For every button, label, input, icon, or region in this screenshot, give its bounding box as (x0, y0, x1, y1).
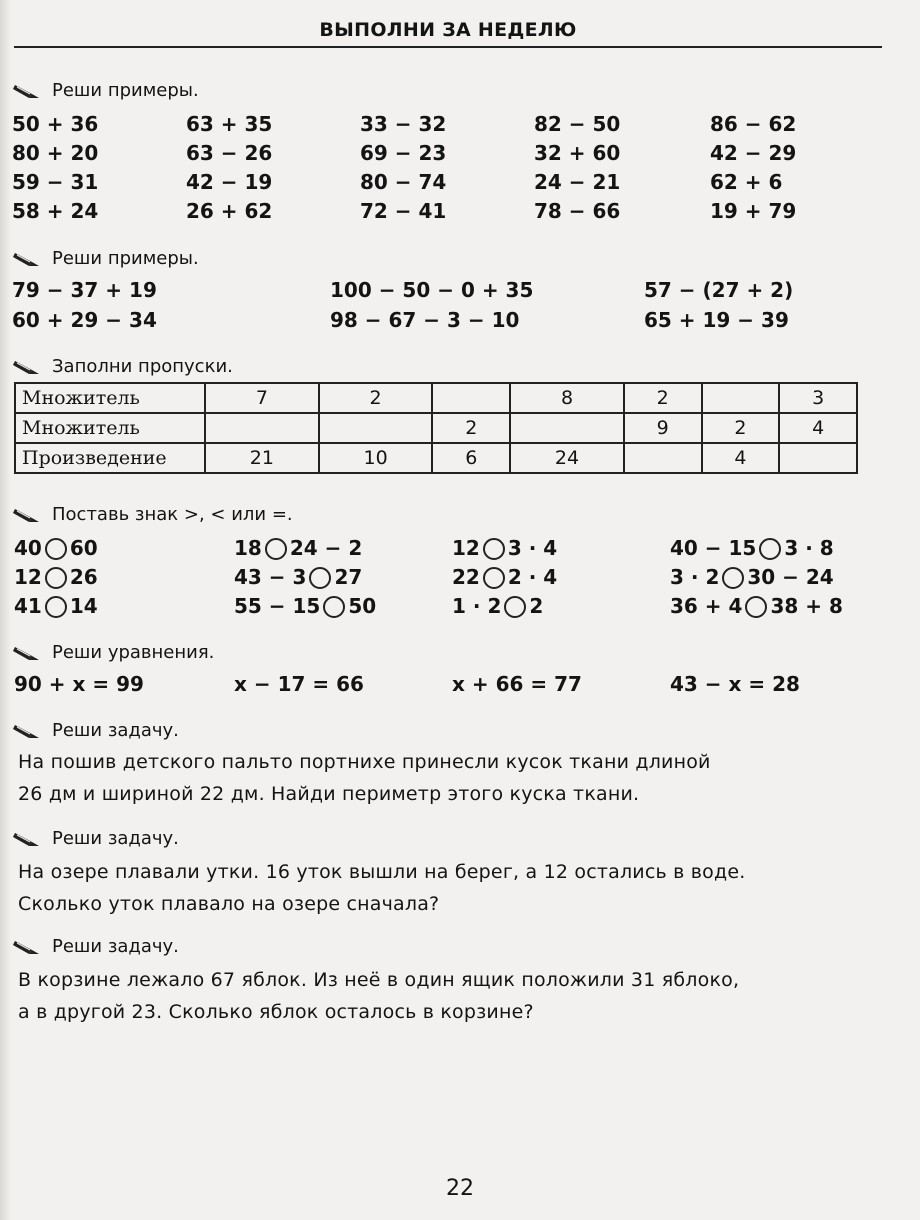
table-cell: 9 (624, 413, 702, 443)
example-item: 98 − 67 − 3 − 10 (330, 308, 520, 332)
comparison-left: 40 (14, 536, 42, 560)
table-cell: 10 (319, 443, 433, 473)
table-cell (779, 443, 857, 473)
table-cell (319, 413, 433, 443)
table-cell: 2 (432, 413, 510, 443)
comparison-left: 12 (452, 536, 480, 560)
example-item: 79 − 37 + 19 (12, 278, 157, 302)
table-cell: 6 (432, 443, 510, 473)
task-1-title-text: Реши задачу. (52, 720, 179, 741)
example-item: 24 − 21 (534, 170, 621, 194)
example-item: 80 + 20 (12, 141, 99, 165)
example-item: 86 − 62 (710, 112, 797, 136)
section-3-title-text: Заполни пропуски. (52, 356, 233, 377)
example-item: 69 − 23 (360, 141, 447, 165)
comparison-left: 36 + 4 (670, 594, 743, 618)
task-3-title-text: Реши задачу. (52, 936, 179, 957)
example-item: 65 + 19 − 39 (644, 308, 789, 332)
comparison-right: 3 · 8 (784, 536, 834, 560)
example-item: 82 − 50 (534, 112, 621, 136)
pencil-icon (12, 357, 42, 377)
example-item: 78 − 66 (534, 199, 621, 223)
pencil-icon (12, 937, 42, 957)
page-edge (0, 0, 10, 1220)
comparison-right: 50 (348, 594, 377, 618)
section-1-title (12, 78, 199, 104)
comparison-item (234, 592, 376, 620)
page-header (14, 14, 882, 48)
section-1-title-text: Реши примеры. (52, 80, 199, 101)
comparison-left: 3 · 2 (670, 565, 720, 589)
example-item: 42 − 19 (186, 170, 273, 194)
example-item: 100 − 50 − 0 + 35 (330, 278, 534, 302)
task-3-title (12, 934, 179, 960)
comparison-left: 55 − 15 (234, 594, 321, 618)
comparison-item (670, 592, 843, 620)
section-2-title (12, 246, 199, 272)
comparison-item (452, 534, 557, 562)
comparison-item (452, 563, 557, 591)
task-3-text (18, 964, 888, 1028)
table-cell: 4 (779, 413, 857, 443)
blank-circle (265, 538, 287, 560)
table-cell: 21 (205, 443, 319, 473)
example-item: 59 − 31 (12, 170, 99, 194)
comparison-left: 43 − 3 (234, 565, 307, 589)
table-cell (205, 413, 319, 443)
table-cell (510, 413, 624, 443)
pencil-icon (12, 505, 42, 525)
task-2-line-1: На озере плавали утки. 16 уток вышли на берег, а 12 остались в воде. (18, 861, 746, 883)
comparison-item (234, 563, 362, 591)
blank-circle (323, 596, 345, 618)
comparison-right: 38 + 8 (770, 594, 843, 618)
blank-circle (45, 538, 67, 560)
table-cell: 7 (205, 383, 319, 413)
example-item: 26 + 62 (186, 199, 273, 223)
equation-item: 43 − x = 28 (670, 672, 800, 696)
equation-item: x − 17 = 66 (234, 672, 364, 696)
section-4-title-text: Поставь знак >, < или =. (52, 504, 293, 525)
task-3-line-2: а в другой 23. Сколько яблок осталось в корзине? (18, 1001, 534, 1023)
table-cell: 3 (779, 383, 857, 413)
blank-circle (745, 596, 767, 618)
comparison-left: 18 (234, 536, 262, 560)
blank-circle (45, 596, 67, 618)
example-item: 32 + 60 (534, 141, 621, 165)
example-item: 80 − 74 (360, 170, 447, 194)
comparison-left: 1 · 2 (452, 594, 502, 618)
task-2-line-2: Сколько уток плавало на озере сначала? (18, 893, 440, 915)
page-number: 22 (446, 1176, 474, 1201)
section-3-title (12, 354, 233, 380)
comparison-item (234, 534, 362, 562)
comparison-right: 3 · 4 (507, 536, 558, 560)
task-3-line-1: В корзине лежало 67 яблок. Из неё в один ящик положили 31 яблоко, (18, 969, 740, 991)
table-cell (702, 383, 780, 413)
example-item: 58 + 24 (12, 199, 99, 223)
table-row (15, 383, 857, 413)
task-1-line-2: 26 дм и шириной 22 дм. Найди периметр этого куска ткани. (18, 783, 640, 805)
pencil-icon (12, 81, 42, 101)
table-row-label: Множитель (15, 413, 205, 443)
blank-circle (483, 567, 505, 589)
task-1-title (12, 718, 179, 744)
example-item: 62 + 6 (710, 170, 783, 194)
example-item: 57 − (27 + 2) (644, 278, 794, 302)
comparison-item (670, 563, 834, 591)
comparison-right: 2 · 4 (507, 565, 558, 589)
comparison-right: 2 (529, 594, 544, 618)
comparison-item (14, 534, 98, 562)
table-cell (432, 383, 510, 413)
section-5-title (12, 640, 214, 666)
pencil-icon (12, 643, 42, 663)
table-cell (624, 443, 702, 473)
comparison-left: 40 − 15 (670, 536, 757, 560)
table-cell: 2 (319, 383, 433, 413)
table-row (15, 443, 857, 473)
example-item: 19 + 79 (710, 199, 797, 223)
comparison-left: 41 (14, 594, 42, 618)
comparison-left: 22 (452, 565, 480, 589)
example-item: 60 + 29 − 34 (12, 308, 157, 332)
comparison-item (14, 592, 98, 620)
table-row-label: Множитель (15, 383, 205, 413)
task-2-title (12, 826, 179, 852)
blank-circle (483, 538, 505, 560)
pencil-icon (12, 721, 42, 741)
section-2-title-text: Реши примеры. (52, 248, 199, 269)
equation-item: x + 66 = 77 (452, 672, 582, 696)
comparison-right: 30 − 24 (747, 565, 834, 589)
blank-circle (759, 538, 781, 560)
comparison-right: 27 (334, 565, 363, 589)
table-cell: 24 (510, 443, 624, 473)
blank-circle (45, 567, 67, 589)
blank-circle (309, 567, 331, 589)
comparison-right: 14 (69, 594, 98, 618)
example-item: 63 − 26 (186, 141, 273, 165)
page-title: ВЫПОЛНИ ЗА НЕДЕЛЮ (319, 19, 577, 41)
example-item: 63 + 35 (186, 112, 273, 136)
comparison-right: 26 (69, 565, 98, 589)
multiplication-table (14, 382, 858, 474)
example-item: 72 − 41 (360, 199, 447, 223)
task-2-text (18, 856, 888, 920)
pencil-icon (12, 249, 42, 269)
table-row (15, 413, 857, 443)
comparison-item (14, 563, 98, 591)
equation-item: 90 + x = 99 (14, 672, 144, 696)
example-item: 33 − 32 (360, 112, 447, 136)
section-4-title (12, 502, 293, 528)
comparison-right: 24 − 2 (289, 536, 363, 560)
task-1-line-1: На пошив детского пальто портнихе принесли кусок ткани длиной (18, 751, 711, 773)
comparison-item (452, 592, 543, 620)
section-5-title-text: Реши уравнения. (52, 642, 215, 663)
table-cell: 2 (702, 413, 780, 443)
table-cell: 8 (510, 383, 624, 413)
comparison-left: 12 (14, 565, 42, 589)
comparison-right: 60 (69, 536, 98, 560)
task-2-title-text: Реши задачу. (52, 828, 179, 849)
blank-circle (722, 567, 744, 589)
table-cell: 4 (702, 443, 780, 473)
table-cell: 2 (624, 383, 702, 413)
blank-circle (504, 596, 526, 618)
example-item: 42 − 29 (710, 141, 797, 165)
example-item: 50 + 36 (12, 112, 99, 136)
comparison-item (670, 534, 834, 562)
pencil-icon (12, 829, 42, 849)
task-1-text (18, 746, 888, 810)
table-row-label: Произведение (15, 443, 205, 473)
